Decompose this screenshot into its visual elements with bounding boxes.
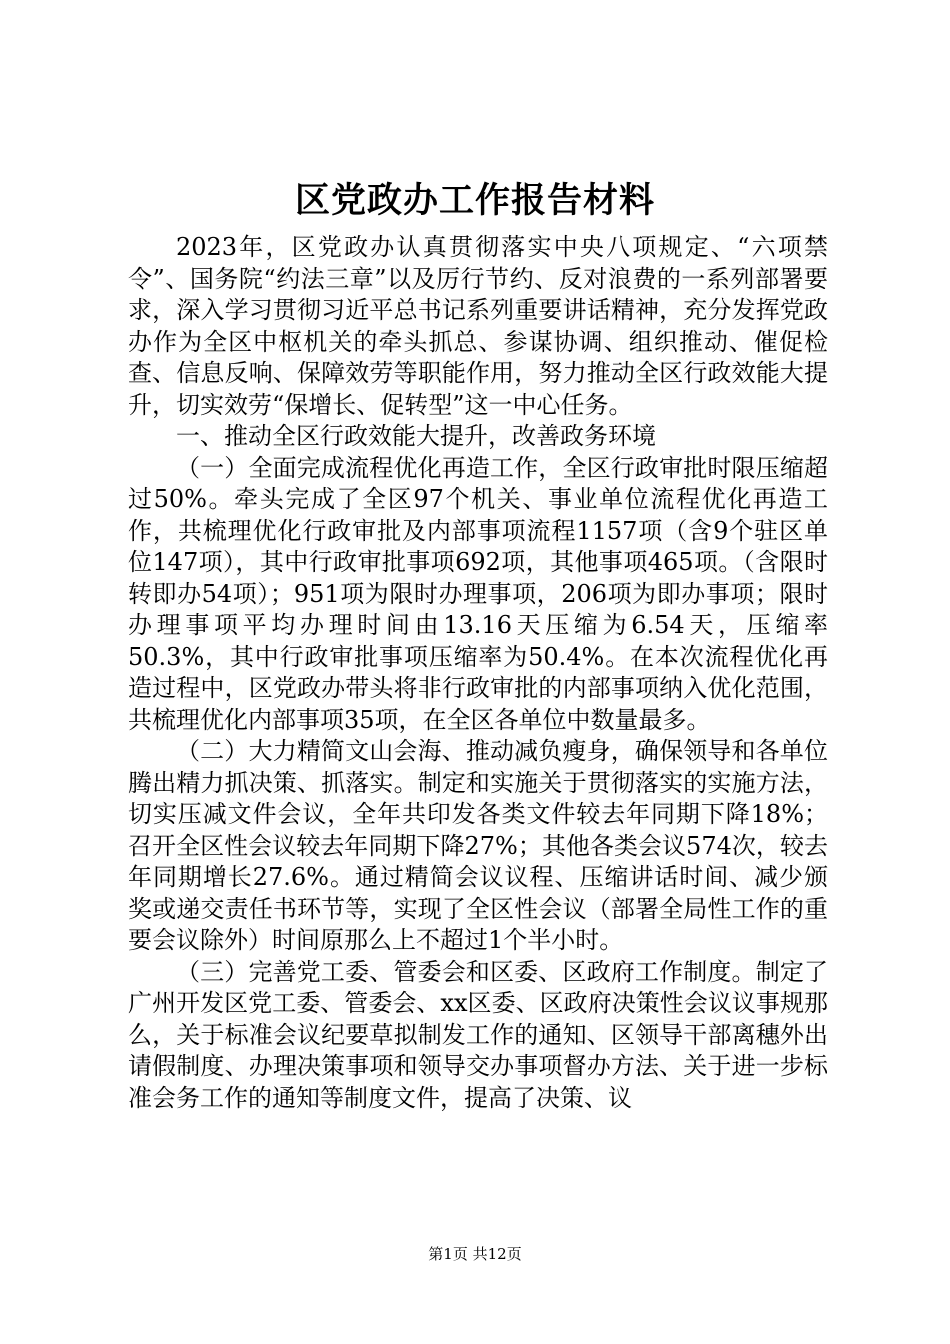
page-number-footer: 第1页 共12页 <box>428 1245 522 1263</box>
section-heading: 一、推动全区行政效能大提升，改善政务环境 <box>176 422 656 450</box>
document-title: 区党政办工作报告材料 <box>294 180 655 221</box>
document-body <box>128 232 828 1114</box>
paragraph-intro: 2023年，区党政办认真贯彻落实中央八项规定、“六项禁令”、国务院“约法三章”以及厉行节约、反对浪费的一系列部署要求，深入学习贯彻习近平总书记系列重要讲话精神，充分发挥党政办作为全区中枢机关的牵头抓总、参谋协调、组织推动、催促检查、信息反响、保障效劳等职能作用，努力推动全区行政效能大提升，切实效劳“保增长、促转型”这一中心任务。 <box>128 233 828 419</box>
paragraph-item-2: （二）大力精简文山会海、推动减负瘦身，确保领导和各单位腾出精力抓决策、抓落实。制定和实施关于贯彻落实的实施方法，切实压减文件会议，全年共印发各类文件较去年同期下降18%；召开全区性会议较去年同期下降27%；其他各类会议574次，较去年同期增长27.6%。通过精简会议议程、压缩讲话时间、减少颁奖或递交责任书环节等，实现了全区性会议（部署全局性工作的重要会议除外）时间原那么上不超过1个半小时。 <box>128 737 828 954</box>
paragraph-item-3: （三）完善党工委、管委会和区委、区政府工作制度。制定了广州开发区党工委、管委会、xx区委、区政府决策性会议议事规那么，关于标准会议纪要草拟制发工作的通知、区领导干部离穗外出请假制度、办理决策事项和领导交办事项督办方法、关于进一步标准会务工作的通知等制度文件，提高了决策、议 <box>128 957 828 1112</box>
paragraph-item-1: （一）全面完成流程优化再造工作，全区行政审批时限压缩超过50%。牵头完成了全区97个机关、事业单位流程优化再造工作，共梳理优化行政审批及内部事项流程1157项（含9个驻区单位147项），其中行政审批事项692项，其他事项465项。（含限时转即办54项）；951项为限时办理事项，206项为即办事项；限时办理事项平均办理时间由13.16天压缩为6.54天，压缩率50.3%，其中行政审批事项压缩率为50.4%。在本次流程优化再造过程中，区党政办带头将非行政审批的内部事项纳入优化范围，共梳理优化内部事项35项，在全区各单位中数量最多。 <box>128 453 828 734</box>
